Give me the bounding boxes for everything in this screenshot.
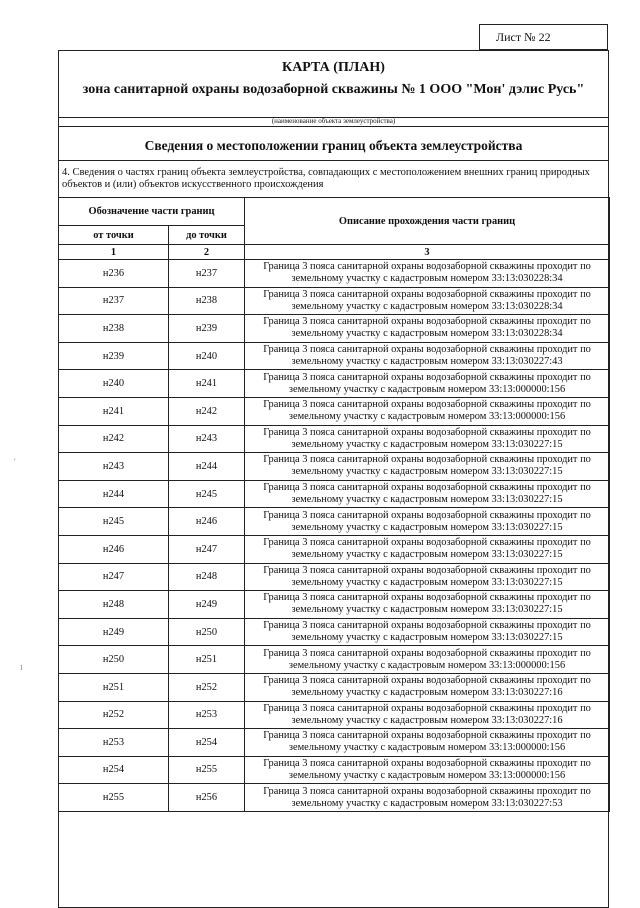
cell-to-point: н243 [169,425,245,453]
sheet-number-box [479,24,608,50]
cell-from-point: н240 [59,370,169,398]
caption-divider [58,126,609,127]
cell-description: Граница 3 пояса санитарной охраны водозаборной скважины проходит по земельному участку с кадастровым номером 33:13:030227:15 [245,425,610,453]
section-divider [58,160,609,161]
sheet-number-label: Лист № 22 [496,29,551,44]
table-row [59,342,610,370]
cell-to-point: н246 [169,508,245,536]
section-title: Сведения о местоположении границ объекта землеустройства [144,138,523,153]
cell-from-point: н248 [59,591,169,619]
cell-to-point: н244 [169,453,245,481]
margin-mark: · [13,455,17,466]
margin-mark: ı [20,662,23,673]
cell-description: Граница 3 пояса санитарной охраны водозаборной скважины проходит по земельному участку с кадастровым номером 33:13:000000:156 [245,370,610,398]
table-row [59,618,610,646]
cell-from-point: н254 [59,756,169,784]
cell-to-point: н241 [169,370,245,398]
table-row [59,315,610,343]
table-row [59,287,610,315]
cell-from-point: н238 [59,315,169,343]
cell-description: Граница 3 пояса санитарной охраны водозаборной скважины проходит по земельному участку с кадастровым номером 33:13:030227:15 [245,563,610,591]
cell-description: Граница 3 пояса санитарной охраны водозаборной скважины проходит по земельному участку с кадастровым номером 33:13:030227:16 [245,673,610,701]
col-number-2: 2 [169,245,245,260]
cell-from-point: н241 [59,397,169,425]
cell-from-point: н252 [59,701,169,729]
cell-from-point: н246 [59,535,169,563]
table-row [59,673,610,701]
cell-to-point: н238 [169,287,245,315]
table-row [59,480,610,508]
cell-from-point: н245 [59,508,169,536]
table-row [59,260,610,288]
cell-from-point: н251 [59,673,169,701]
cell-from-point: н244 [59,480,169,508]
cell-description: Граница 3 пояса санитарной охраны водозаборной скважины проходит по земельному участку с кадастровым номером 33:13:030227:15 [245,535,610,563]
cell-to-point: н255 [169,756,245,784]
cell-to-point: н251 [169,646,245,674]
cell-to-point: н237 [169,260,245,288]
cell-description: Граница 3 пояса санитарной охраны водозаборной скважины проходит по земельному участку с кадастровым номером 33:13:000000:156 [245,397,610,425]
cell-to-point: н248 [169,563,245,591]
table-row [59,397,610,425]
cell-description: Граница 3 пояса санитарной охраны водозаборной скважины проходит по земельному участку с кадастровым номером 33:13:030227:15 [245,453,610,481]
table-row [59,453,610,481]
cell-from-point: н250 [59,646,169,674]
cell-description: Граница 3 пояса санитарной охраны водозаборной скважины проходит по земельному участку с кадастровым номером 33:13:000000:156 [245,646,610,674]
header-description: Описание прохождения части границ [245,198,610,245]
document-subtitle-text: зона санитарной охраны водозаборной скважины № 1 ООО "Мон' дэлис Русь" [82,82,585,97]
cell-description: Граница 3 пояса санитарной охраны водозаборной скважины проходит по земельному участку с кадастровым номером 33:13:030227:15 [245,618,610,646]
cell-to-point: н253 [169,701,245,729]
table-row [59,370,610,398]
boundary-table [58,197,610,812]
cell-from-point: н253 [59,729,169,757]
cell-to-point: н247 [169,535,245,563]
table-row [59,535,610,563]
cell-description: Граница 3 пояса санитарной охраны водозаборной скважины проходит по земельному участку с кадастровым номером 33:13:030227:53 [245,784,610,812]
cell-to-point: н254 [169,729,245,757]
cell-from-point: н255 [59,784,169,812]
header-group: Обозначение части границ [59,198,245,226]
cell-description: Граница 3 пояса санитарной охраны водозаборной скважины проходит по земельному участку с кадастровым номером 33:13:030227:43 [245,342,610,370]
cell-from-point: н247 [59,563,169,591]
cell-from-point: н249 [59,618,169,646]
cell-to-point: н242 [169,397,245,425]
document-subtitle [58,81,609,99]
header-to-point: до точки [169,226,245,245]
cell-description: Граница 3 пояса санитарной охраны водозаборной скважины проходит по земельному участку с кадастровым номером 33:13:030227:15 [245,508,610,536]
cell-description: Граница 3 пояса санитарной охраны водозаборной скважины проходит по земельному участку с кадастровым номером 33:13:030227:16 [245,701,610,729]
cell-to-point: н239 [169,315,245,343]
col-number-3: 3 [245,245,610,260]
table-row [59,508,610,536]
table-row [59,425,610,453]
cell-description: Граница 3 пояса санитарной охраны водозаборной скважины проходит по земельному участку с кадастровым номером 33:13:030228:34 [245,287,610,315]
object-name-caption: (наименование объекта землеустройства) [271,117,396,125]
cell-description: Граница 3 пояса санитарной охраны водозаборной скважины проходит по земельному участку с кадастровым номером 33:13:030227:15 [245,480,610,508]
header-from-point: от точки [59,226,169,245]
cell-to-point: н245 [169,480,245,508]
col-number-1: 1 [59,245,169,260]
cell-description: Граница 3 пояса санитарной охраны водозаборной скважины проходит по земельному участку с кадастровым номером 33:13:000000:156 [245,756,610,784]
document-title: КАРТА (ПЛАН) [282,60,385,75]
cell-from-point: н243 [59,453,169,481]
cell-description: Граница 3 пояса санитарной охраны водозаборной скважины проходит по земельному участку с кадастровым номером 33:13:030228:34 [245,260,610,288]
cell-from-point: н239 [59,342,169,370]
cell-from-point: н237 [59,287,169,315]
table-row [59,784,610,812]
table-row [59,591,610,619]
cell-to-point: н240 [169,342,245,370]
table-row [59,756,610,784]
cell-from-point: н242 [59,425,169,453]
table-row [59,646,610,674]
cell-from-point: н236 [59,260,169,288]
cell-to-point: н252 [169,673,245,701]
intro-text: 4. Сведения о частях границ объекта землеустройства, совпадающих с местоположением внешних границ природных объектов и (или) объектов искусственного происхождения [62,167,590,190]
cell-description: Граница 3 пояса санитарной охраны водозаборной скважины проходит по земельному участку с кадастровым номером 33:13:000000:156 [245,729,610,757]
cell-description: Граница 3 пояса санитарной охраны водозаборной скважины проходит по земельному участку с кадастровым номером 33:13:030227:15 [245,591,610,619]
table-row [59,729,610,757]
cell-to-point: н256 [169,784,245,812]
cell-to-point: н250 [169,618,245,646]
table-row [59,701,610,729]
cell-description: Граница 3 пояса санитарной охраны водозаборной скважины проходит по земельному участку с кадастровым номером 33:13:030228:34 [245,315,610,343]
table-row [59,563,610,591]
cell-to-point: н249 [169,591,245,619]
